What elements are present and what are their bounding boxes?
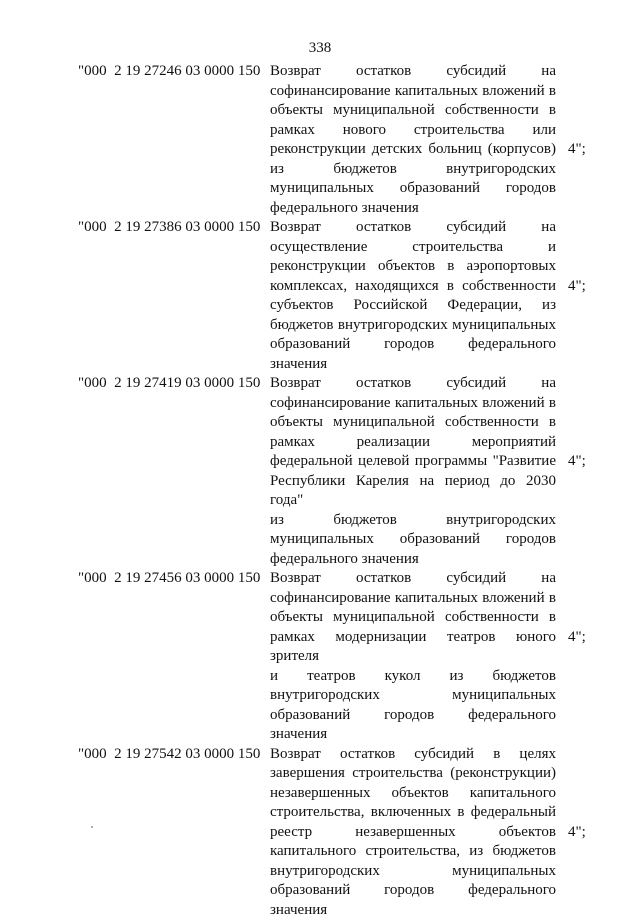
income-description	[270, 218, 556, 374]
budget-code: "000 2 19 27456 03 0000 150	[78, 569, 270, 745]
description-line: муниципальных образований городов	[270, 530, 556, 550]
description-line: федерального значения	[270, 199, 556, 219]
description-line: Возврат остатков субсидий на	[270, 218, 556, 238]
description-line: софинансирование капитальных вложений в	[270, 394, 556, 414]
description-line: объекты муниципальной собственности в	[270, 608, 556, 628]
description-line: софинансирование капитальных вложений в	[270, 82, 556, 102]
classification-table	[78, 62, 608, 920]
description-line: строительства, включенных в федеральный	[270, 803, 556, 823]
budget-code: "000 2 19 27386 03 0000 150	[78, 218, 270, 374]
income-description	[270, 62, 556, 218]
description-line: объекты муниципальной собственности в	[270, 101, 556, 121]
table-row	[78, 745, 608, 920]
description-line: Возврат остатков субсидий на	[270, 62, 556, 82]
budget-code: "000 2 19 27542 03 0000 150	[78, 745, 270, 920]
description-line: рамках реализации мероприятий	[270, 433, 556, 453]
description-line: завершения строительства (реконструкции)	[270, 764, 556, 784]
row-suffix: 4";	[568, 140, 586, 160]
description-line: осуществление строительства и	[270, 238, 556, 258]
description-line: образований городов федерального значения	[270, 881, 556, 920]
description-line: и театров кукол из бюджетов	[270, 667, 556, 687]
budget-code: "000 2 19 27246 03 0000 150	[78, 62, 270, 218]
budget-code: "000 2 19 27419 03 0000 150	[78, 374, 270, 569]
table-row	[78, 218, 608, 374]
row-suffix: 4";	[568, 452, 586, 472]
description-line: реконструкции детских больниц (корпусов)	[270, 140, 556, 160]
description-line: капитального строительства, из бюджетов	[270, 842, 556, 862]
row-suffix: 4";	[568, 628, 586, 648]
description-line: рамках нового строительства или	[270, 121, 556, 141]
description-line: Возврат остатков субсидий на	[270, 569, 556, 589]
description-line: объекты муниципальной собственности в	[270, 413, 556, 433]
description-line: образований городов федерального значения	[270, 706, 556, 745]
income-description	[270, 569, 556, 745]
row-suffix: 4";	[568, 823, 586, 843]
description-line: федеральной целевой программы "Развитие	[270, 452, 556, 472]
description-line: субъектов Российской Федерации, из	[270, 296, 556, 316]
description-line: бюджетов внутригородских муниципальных	[270, 316, 556, 336]
page-number: 338	[0, 40, 640, 57]
description-line: комплексах, находящихся в собственности	[270, 277, 556, 297]
description-line: незавершенных объектов капитального	[270, 784, 556, 804]
table-row	[78, 62, 608, 218]
table-row	[78, 374, 608, 569]
description-line: Республики Карелия на период до 2030 года"	[270, 472, 556, 511]
description-line: муниципальных образований городов	[270, 179, 556, 199]
description-line: реконструкции объектов в аэропортовых	[270, 257, 556, 277]
description-line: из бюджетов внутригородских	[270, 511, 556, 531]
income-description	[270, 374, 556, 569]
description-line: Возврат остатков субсидий на	[270, 374, 556, 394]
description-line: рамках модернизации театров юного зрителя	[270, 628, 556, 667]
scan-speck	[91, 826, 93, 828]
description-line: внутригородских муниципальных	[270, 686, 556, 706]
description-line: Возврат остатков субсидий в целях	[270, 745, 556, 765]
row-suffix: 4";	[568, 277, 586, 297]
description-line: внутригородских муниципальных	[270, 862, 556, 882]
description-line: образований городов федерального значения	[270, 335, 556, 374]
description-line: софинансирование капитальных вложений в	[270, 589, 556, 609]
description-line: из бюджетов внутригородских	[270, 160, 556, 180]
income-description	[270, 745, 556, 920]
description-line: реестр незавершенных объектов	[270, 823, 556, 843]
table-row	[78, 569, 608, 745]
description-line: федерального значения	[270, 550, 556, 570]
